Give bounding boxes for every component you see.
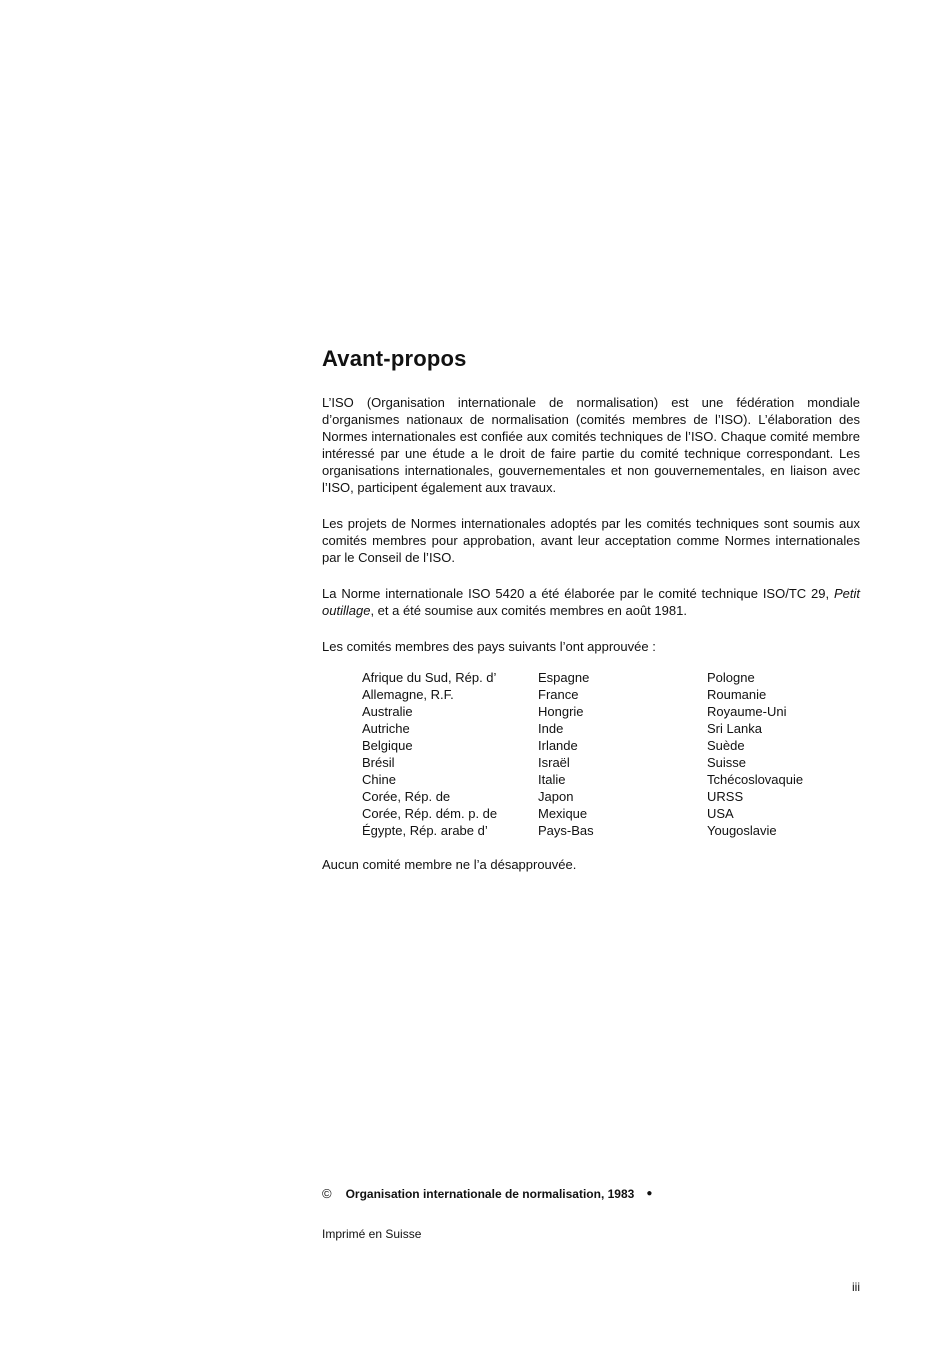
country-item: Corée, Rép. dém. p. de	[362, 806, 498, 821]
country-item: Australie	[362, 704, 413, 719]
country-item: Suisse	[707, 755, 747, 770]
country-item: Belgique	[362, 738, 413, 753]
foreword-section	[322, 346, 860, 887]
paragraph-approving-members: Les comités membres des pays suivants l’ont approuvée :	[322, 639, 656, 654]
country-item: Afrique du Sud, Rép. d’	[362, 670, 497, 685]
country-item: Corée, Rép. de	[362, 789, 451, 804]
paragraph-draft-approval: Les projets de Normes internationales adoptés par les comités techniques sont soumis aux comités membres pour approbation, avant leur acceptation comme Normes internationales par le Conseil de l’ISO.	[322, 516, 860, 565]
bullet-icon: ●	[646, 1188, 653, 1199]
country-item: Irlande	[538, 738, 578, 753]
page-number: iii	[852, 1280, 860, 1294]
country-column-2	[538, 669, 707, 839]
printed-in: Imprimé en Suisse	[322, 1227, 422, 1241]
country-item: Israël	[538, 755, 570, 770]
country-item: Chine	[362, 772, 396, 787]
committee-title: Petit outillage	[322, 586, 860, 618]
country-item: Hongrie	[538, 704, 584, 719]
paragraph-standard-preparation	[322, 585, 860, 619]
country-column-3	[707, 669, 857, 839]
country-item: Roumanie	[707, 687, 767, 702]
country-item: Inde	[538, 721, 564, 736]
country-item: Tchécoslovaquie	[707, 772, 804, 787]
country-item: Allemagne, R.F.	[362, 687, 454, 702]
country-item: Japon	[538, 789, 574, 804]
country-item: Pays-Bas	[538, 823, 594, 838]
country-item: Égypte, Rép. arabe d’	[362, 823, 488, 838]
country-item: Suède	[707, 738, 745, 753]
copyright-organisation: Organisation internationale de normalisation, 1983	[345, 1186, 635, 1201]
copyright-line	[322, 1186, 652, 1201]
page-title: Avant-propos	[322, 346, 467, 371]
country-item: Sri Lanka	[707, 721, 762, 736]
country-item: Royaume-Uni	[707, 704, 787, 719]
country-item: Mexique	[538, 806, 588, 821]
paragraph-standard-text-2: , et a été soumise aux comités membres en août 1981.	[370, 603, 687, 618]
paragraph-iso-description: L’ISO (Organisation internationale de normalisation) est une fédération mondiale d’organismes nationaux de normalisation (comités membres de l’ISO). L’élaboration des Normes internationales est confiée aux comités techniques de l’ISO. Chaque comité membre intéressé par une étude a le droit de faire partie du comité technique correspondant. Les organisations internationales, gouvernementales et non gouvernementales, en liaison avec l’ISO, participent également aux travaux.	[322, 395, 860, 495]
paragraph-standard-text-1: La Norme internationale ISO 5420 a été élaborée par le comité technique ISO/TC 29,	[322, 586, 834, 601]
country-item: Autriche	[362, 721, 410, 736]
copyright-icon: ©	[322, 1186, 332, 1201]
country-item: Pologne	[707, 670, 755, 685]
country-list	[362, 669, 860, 839]
country-item: Espagne	[538, 670, 590, 685]
country-item: USA	[707, 806, 734, 821]
country-item: Yougoslavie	[707, 823, 777, 838]
paragraph-no-disapproval: Aucun comité membre ne l’a désapprouvée.	[322, 857, 577, 872]
country-item: Italie	[538, 772, 566, 787]
country-item: URSS	[707, 789, 744, 804]
country-column-1	[362, 669, 538, 839]
country-item: France	[538, 687, 579, 702]
country-item: Brésil	[362, 755, 395, 770]
